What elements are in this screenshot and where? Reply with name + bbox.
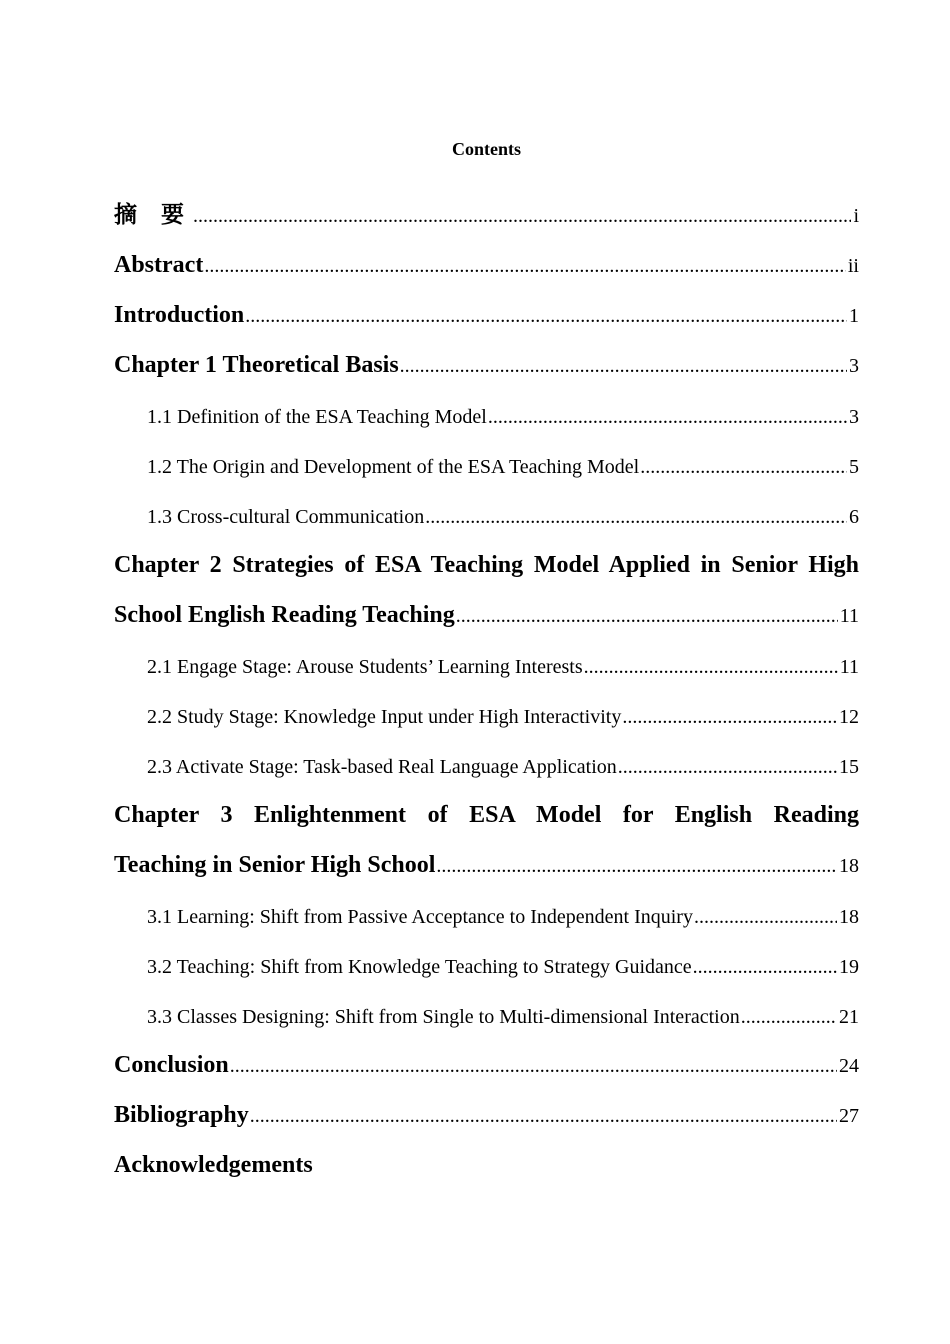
- dot-leader: [193, 205, 851, 228]
- toc-page-number: 12: [839, 706, 859, 728]
- dot-leader: [693, 956, 837, 979]
- toc-entry-label: Acknowledgements: [114, 1152, 313, 1178]
- toc-entry-label: 2.1 Engage Stage: Arouse Students’ Learning Interests: [147, 656, 583, 678]
- toc-entry-chapter-3[interactable]: [114, 788, 859, 888]
- toc-page-number: 5: [849, 456, 859, 478]
- toc-entry-label: 3.1 Learning: Shift from Passive Acceptance to Independent Inquiry: [147, 906, 693, 928]
- toc-entry-label-line2: Teaching in Senior High School: [114, 852, 436, 878]
- toc-entry-label: Abstract: [114, 252, 204, 278]
- toc-entry-label: 摘 要: [114, 202, 193, 228]
- dot-leader: [230, 1055, 837, 1078]
- toc-entry-label-line1: Chapter 3 Enlightenment of ESA Model for English Reading: [114, 802, 859, 828]
- toc-entry-label: Chapter 1 Theoretical Basis: [114, 352, 399, 378]
- toc-page-number: 3: [849, 406, 859, 428]
- toc-page-number: 21: [839, 1006, 859, 1028]
- toc-entry-abstract-chinese[interactable]: [114, 188, 859, 238]
- toc-page-number: 24: [839, 1055, 859, 1077]
- toc-entry-section-1-1[interactable]: [114, 388, 859, 438]
- toc-page-number: i: [853, 205, 859, 227]
- toc-entry-label: 2.2 Study Stage: Knowledge Input under High Interactivity: [147, 706, 622, 728]
- toc-entry-label-line1: Chapter 2 Strategies of ESA Teaching Model Applied in Senior High: [114, 552, 859, 578]
- dot-leader: [622, 706, 837, 729]
- contents-title: Contents: [451, 139, 521, 159]
- toc-entry-section-1-2[interactable]: [114, 438, 859, 488]
- dot-leader: [436, 855, 837, 878]
- toc-entry-label: Bibliography: [114, 1102, 249, 1128]
- toc-page-number: 11: [839, 605, 859, 627]
- dot-leader: [245, 305, 847, 328]
- toc-entry-label: 3.2 Teaching: Shift from Knowledge Teaching to Strategy Guidance: [147, 956, 692, 978]
- toc-page-number: 6: [849, 506, 859, 528]
- dot-leader: [204, 255, 846, 278]
- toc-page-number: 1: [849, 305, 859, 327]
- toc-entry-label: 3.3 Classes Designing: Shift from Single to Multi-dimensional Interaction: [147, 1006, 740, 1028]
- dot-leader: [250, 1105, 837, 1128]
- dot-leader: [618, 756, 837, 779]
- toc-page-number: 3: [849, 355, 859, 377]
- toc-entry-label: Conclusion: [114, 1052, 229, 1078]
- dot-leader: [694, 906, 837, 929]
- toc-entry-conclusion[interactable]: [114, 1038, 859, 1088]
- toc-entry-chapter-1[interactable]: [114, 338, 859, 388]
- dot-leader: [400, 355, 847, 378]
- dot-leader: [584, 656, 838, 679]
- toc-entry-section-3-3[interactable]: [114, 988, 859, 1038]
- toc-entry-section-3-2[interactable]: [114, 938, 859, 988]
- toc-entry-label: 1.1 Definition of the ESA Teaching Model: [147, 406, 487, 428]
- toc-entry-abstract[interactable]: [114, 238, 859, 288]
- toc-entry-section-3-1[interactable]: [114, 888, 859, 938]
- dot-leader: [741, 1006, 837, 1029]
- toc-entry-label: 1.3 Cross-cultural Communication: [147, 506, 425, 528]
- toc-entry-acknowledgements[interactable]: [114, 1138, 859, 1188]
- toc-entry-bibliography[interactable]: [114, 1088, 859, 1138]
- toc-entry-introduction[interactable]: [114, 288, 859, 338]
- toc-entry-section-2-3[interactable]: [114, 738, 859, 788]
- toc-entry-section-1-3[interactable]: [114, 488, 859, 538]
- dot-leader: [488, 406, 847, 429]
- toc-entry-label-line2: School English Reading Teaching: [114, 602, 455, 628]
- toc-page-number: 15: [839, 756, 859, 778]
- toc-page-number: 18: [839, 855, 859, 877]
- dot-leader: [456, 605, 838, 628]
- toc-page-number: 27: [839, 1105, 859, 1127]
- table-of-contents: [114, 188, 859, 1188]
- toc-entry-label: 1.2 The Origin and Development of the ESA Teaching Model: [147, 456, 640, 478]
- toc-entry-section-2-1[interactable]: [114, 638, 859, 688]
- toc-page-number: 19: [839, 956, 859, 978]
- toc-entry-label: 2.3 Activate Stage: Task-based Real Language Application: [147, 756, 617, 778]
- toc-page-number: 18: [839, 906, 859, 928]
- dot-leader: [425, 506, 847, 529]
- toc-entry-label: Introduction: [114, 302, 245, 328]
- dot-leader: [640, 456, 847, 479]
- toc-entry-chapter-2[interactable]: [114, 538, 859, 638]
- toc-page-number: ii: [847, 255, 859, 277]
- toc-entry-section-2-2[interactable]: [114, 688, 859, 738]
- toc-page-number: 11: [839, 656, 859, 678]
